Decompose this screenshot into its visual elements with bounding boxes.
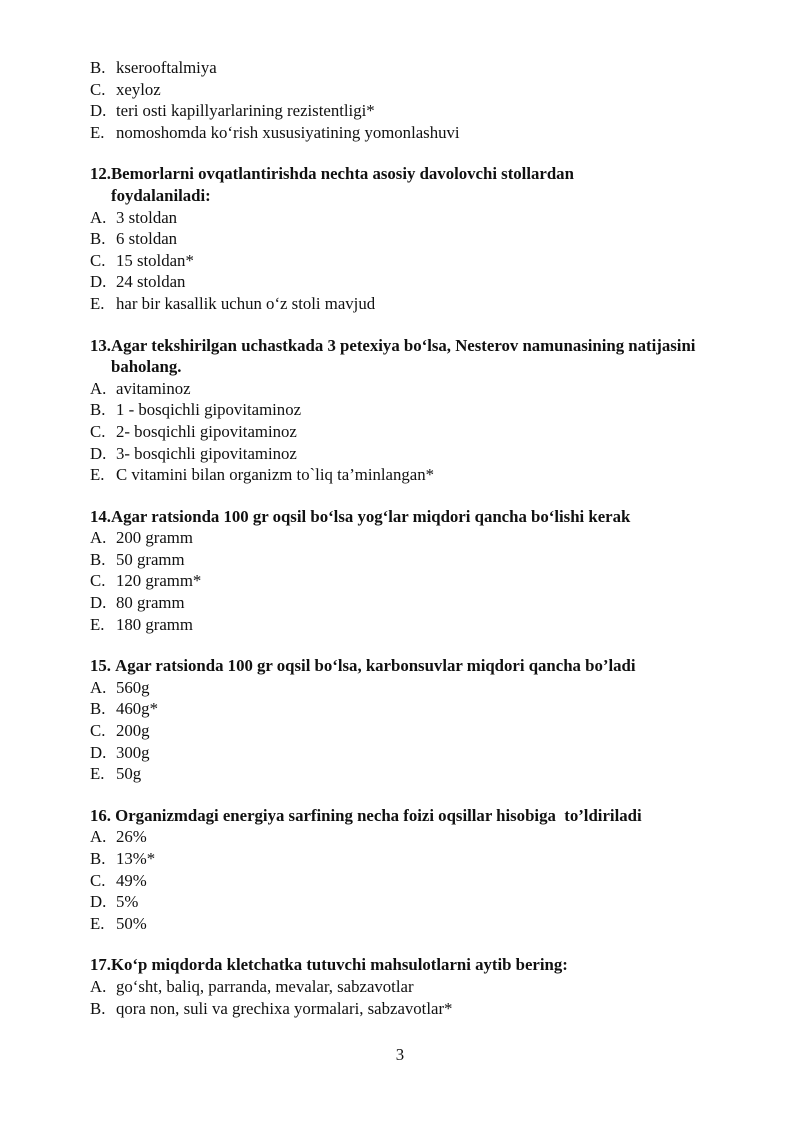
option-item	[90, 720, 730, 742]
question-text: Agar ratsionda 100 gr oqsil bo‘lsa yog‘lar miqdori qancha bo‘lishi kerak	[110, 506, 631, 526]
option-letter: D.	[90, 593, 107, 613]
question-title	[90, 655, 730, 677]
document-page	[90, 57, 730, 1019]
option-item	[90, 271, 730, 293]
option-text: C vitamini bilan organizm to`liq ta’minlangan*	[116, 465, 435, 485]
option-item	[90, 228, 730, 250]
option-text: teri osti kapillyarlarining rezistentligi*	[116, 101, 375, 121]
question-number: 13.	[90, 335, 111, 355]
option-letter: B.	[90, 400, 106, 420]
option-item	[90, 100, 730, 122]
option-letter: C.	[90, 421, 106, 441]
option-item	[90, 826, 730, 848]
option-item	[90, 250, 730, 272]
option-text: 6 stoldan	[116, 229, 178, 249]
question-13	[90, 335, 730, 486]
question-text: Agar tekshirilgan uchastkada 3 petexiya bo‘lsa, Nesterov namunasining natijasini baholang.	[110, 335, 696, 377]
option-text: 5%	[116, 892, 139, 912]
option-letter: C.	[90, 571, 106, 591]
option-text: 13%*	[116, 849, 156, 868]
option-item	[90, 677, 730, 699]
option-letter: A.	[90, 976, 107, 996]
option-item	[90, 913, 730, 935]
option-text: 200 gramm	[116, 528, 193, 548]
question-number: 15.	[90, 656, 116, 676]
option-item	[90, 399, 730, 421]
option-item	[90, 527, 730, 549]
option-item	[90, 443, 730, 465]
option-text: qora non, suli va grechixa yormalari, sabzavotlar*	[116, 998, 453, 1018]
option-item	[90, 79, 730, 101]
question-title	[90, 335, 730, 378]
option-item	[90, 870, 730, 892]
question-17	[90, 954, 730, 1019]
option-text: 24 stoldan	[116, 272, 186, 292]
option-text: 26%	[116, 827, 147, 847]
option-item	[90, 122, 730, 144]
question-title	[90, 163, 730, 206]
question-number: 12.	[90, 164, 111, 184]
option-text: 120 gramm*	[116, 571, 202, 591]
option-item	[90, 742, 730, 764]
option-letter: E.	[90, 764, 105, 784]
option-letter: A.	[90, 827, 107, 847]
option-letter: A.	[90, 677, 107, 697]
option-letter: C.	[90, 250, 106, 270]
option-item	[90, 848, 730, 870]
option-text: 49%	[116, 870, 147, 890]
option-letter: D.	[90, 101, 107, 121]
page-number: 3	[395, 1045, 405, 1064]
option-text: 15 stoldan*	[116, 250, 194, 270]
option-text: 3 stoldan	[116, 207, 178, 227]
option-letter: E.	[90, 293, 105, 313]
question-number: 14.	[90, 506, 111, 526]
option-letter: D.	[90, 742, 107, 762]
option-text: har bir kasallik uchun o‘z stoli mavjud	[116, 293, 376, 313]
option-letter: A.	[90, 378, 107, 398]
option-text: go‘sht, baliq, parranda, mevalar, sabzavotlar	[116, 976, 414, 996]
option-letter: A.	[90, 207, 107, 227]
option-item	[90, 378, 730, 400]
option-letter: E.	[90, 122, 105, 142]
option-letter: E.	[90, 465, 105, 485]
option-text: avitaminoz	[116, 378, 191, 398]
option-letter: E.	[90, 614, 105, 634]
option-item	[90, 592, 730, 614]
option-text: 3- bosqichli gipovitaminoz	[116, 443, 297, 463]
option-text: 1 - bosqichli gipovitaminoz	[116, 400, 302, 420]
option-letter: E.	[90, 913, 105, 933]
option-text: kserooftalmiya	[116, 58, 217, 77]
option-letter: B.	[90, 849, 106, 868]
option-text: 180 gramm	[116, 614, 193, 634]
option-text: nomoshomda ko‘rish xususiyatining yomonlashuvi	[116, 122, 460, 142]
question-14	[90, 506, 730, 636]
option-letter: C.	[90, 721, 106, 741]
option-item	[90, 293, 730, 315]
option-text: 2- bosqichli gipovitaminoz	[116, 421, 297, 441]
question-text: Bemorlarni ovqatlantirishda nechta asosiy davolovchi stollardan foydalaniladi:	[110, 164, 574, 205]
question-12	[90, 163, 730, 314]
option-letter: B.	[90, 549, 106, 569]
option-item	[90, 763, 730, 785]
option-text: 50g	[116, 764, 142, 784]
question-text: Agar ratsionda 100 gr oqsil bo‘lsa, karbonsuvlar miqdori qancha bo’ladi	[115, 656, 636, 676]
option-item	[90, 549, 730, 571]
option-text: 200g	[116, 721, 150, 741]
option-item	[90, 698, 730, 720]
option-letter: C.	[90, 79, 106, 99]
option-letter: B.	[90, 699, 106, 719]
option-letter: D.	[90, 892, 107, 912]
option-text: 50%	[116, 913, 147, 933]
option-letter: C.	[90, 870, 106, 890]
option-item	[90, 570, 730, 592]
question-text: Organizmdagi energiya sarfining necha foizi oqsillar hisobiga to’ldiriladi	[115, 805, 642, 825]
option-item	[90, 57, 730, 79]
option-item	[90, 464, 730, 486]
question-title	[90, 954, 730, 976]
option-letter: B.	[90, 58, 106, 77]
continued-options-list	[90, 57, 730, 143]
option-text: 560g	[116, 677, 150, 697]
option-item	[90, 207, 730, 229]
option-text: 300g	[116, 742, 150, 762]
question-16	[90, 805, 730, 935]
option-text: 460g*	[116, 699, 158, 719]
question-title	[90, 805, 730, 827]
option-item	[90, 998, 730, 1020]
option-item	[90, 421, 730, 443]
option-letter: D.	[90, 272, 107, 292]
question-number: 17.	[90, 955, 111, 975]
option-text: xeyloz	[116, 79, 161, 99]
option-letter: D.	[90, 443, 107, 463]
question-15	[90, 655, 730, 785]
option-letter: A.	[90, 528, 107, 548]
option-item	[90, 891, 730, 913]
option-letter: B.	[90, 998, 106, 1018]
option-item	[90, 614, 730, 636]
option-text: 80 gramm	[116, 593, 185, 613]
option-letter: B.	[90, 229, 106, 249]
option-item	[90, 976, 730, 998]
question-title	[90, 506, 730, 528]
question-number: 16.	[90, 805, 116, 825]
option-text: 50 gramm	[116, 549, 185, 569]
question-text: Ko‘p miqdorda kletchatka tutuvchi mahsulotlarni aytib bering:	[110, 955, 568, 975]
